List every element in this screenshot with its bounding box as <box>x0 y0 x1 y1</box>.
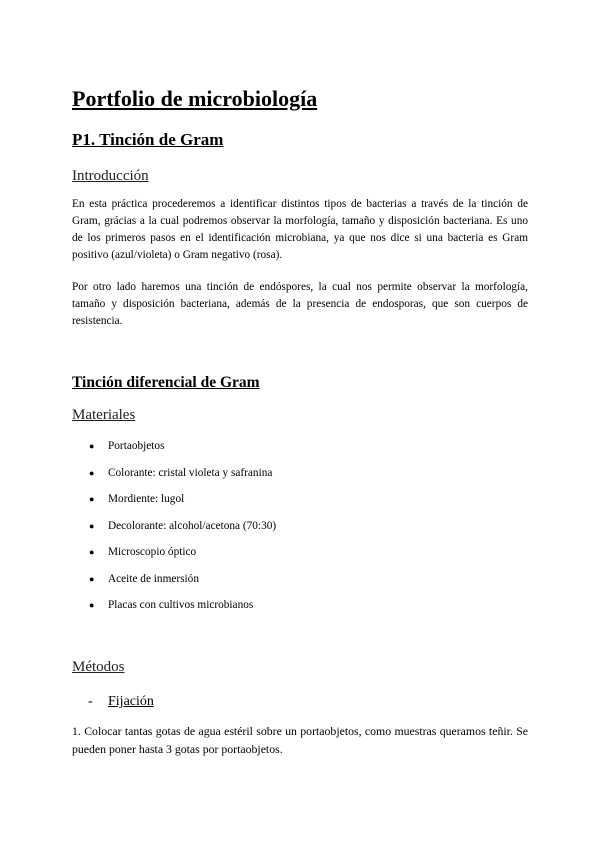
list-item: ● Aceite de inmersión <box>72 570 528 597</box>
list-item: ● Portaobjetos <box>72 437 528 464</box>
method-step-fijacion <box>88 692 154 712</box>
intro-paragraph-2: Por otro lado haremos una tinción de endóspores, la cual nos permite observar la morfología, tamaño y disposición bacteriana, además de la presencia de endosporas, que son cuerpos de resistencia. <box>72 281 528 327</box>
document-title: Portfolio de microbiología <box>72 86 318 111</box>
section-heading-p1: P1. Tinción de Gram <box>72 130 224 149</box>
subheading-introduccion: Introducción <box>72 168 149 184</box>
bullet-icon: ● <box>89 520 95 531</box>
method-step-text: 1. Colocar tantas gotas de agua estéril sobre un portaobjetos, como muestras queramos teñir. Se pueden poner hasta 3 gotas por portaobjetos. <box>72 724 528 756</box>
list-item: ● Decolorante: alcohol/acetona (70:30) <box>72 517 528 544</box>
section-heading-gram: Tinción diferencial de Gram <box>72 374 260 391</box>
subheading-metodos: Métodos <box>72 659 125 675</box>
bullet-icon: ● <box>89 494 95 504</box>
bullet-icon: ● <box>89 441 95 451</box>
subheading-materiales: Materiales <box>72 407 136 423</box>
list-item: ● Mordiente: lugol <box>72 490 528 517</box>
materials-list <box>72 437 528 623</box>
bullet-icon: ● <box>89 547 95 557</box>
list-item: ● Microscopio óptico <box>72 543 528 570</box>
list-item: ● Colorante: cristal violeta y safranina <box>72 464 528 491</box>
intro-paragraph-1: En esta práctica procederemos a identificar distintos tipos de bacterias a través de la tinción de Gram, grácias a la cual podremos observar la morfología, tamaño y disposición bacteriana. Es uno de los primeros pasos en el identificación microbiana, ya que nos dice si una bacteria es Gram positivo (azul/violeta) o Gram negativo (rosa). <box>72 198 528 261</box>
bullet-icon: ● <box>89 467 95 478</box>
list-item: ● Placas con cultivos microbianos <box>72 596 528 623</box>
method-step-label: Fijación <box>108 694 154 709</box>
bullet-icon: ● <box>89 600 95 610</box>
bullet-icon: ● <box>89 573 95 584</box>
dash-marker: - <box>88 694 93 709</box>
